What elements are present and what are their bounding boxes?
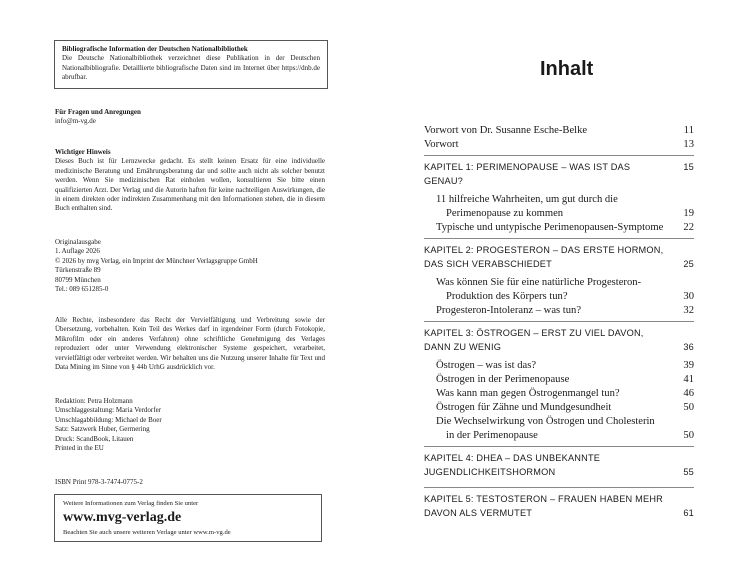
questions-block <box>55 108 325 127</box>
chapter-title-line: KAPITEL 3: ÖSTROGEN – ERST ZU VIEL DAVON, <box>424 328 644 338</box>
toc-chapter-1[interactable] <box>424 160 694 188</box>
toc-page-number: 50 <box>683 430 694 441</box>
toc-page-number: 61 <box>683 508 694 518</box>
table-of-contents <box>424 124 694 520</box>
biblio-title: Bibliografische Information der Deutschen Nationalbibliothek <box>62 45 248 53</box>
toc-entry-foreword[interactable] <box>424 138 694 152</box>
toc-entry-oestrogenmangel[interactable] <box>424 387 694 401</box>
toc-entry-oestrogen-was[interactable] <box>424 359 694 373</box>
toc-entry-cholesterin[interactable] <box>424 415 694 443</box>
credits-block <box>55 397 325 453</box>
divider <box>424 155 694 156</box>
chapter-title-line: JUGENDLICHKEITSHORMON <box>424 467 556 477</box>
toc-entry-label: Was kann man gegen Östrogenmangel tun? <box>436 388 620 399</box>
toc-entry-symptome[interactable] <box>424 221 694 235</box>
toc-page-number: 46 <box>683 388 694 399</box>
toc-page-number: 50 <box>683 402 694 413</box>
toc-chapter-3[interactable] <box>424 326 694 354</box>
chapter-title-line: DAS SICH VERABSCHIEDET <box>424 259 552 269</box>
edition-line: Türkenstraße 89 <box>55 266 101 275</box>
toc-page-number: 11 <box>683 125 694 136</box>
rights-block <box>55 316 325 372</box>
toc-entry-label: Progesteron-Intoleranz – was tun? <box>436 305 582 316</box>
contents-heading: Inhalt <box>540 58 594 80</box>
chapter-title-line: DAVON ALS VERMUTET <box>424 508 533 518</box>
toc-chapter-5[interactable] <box>424 492 694 520</box>
toc-page-number: 41 <box>683 374 694 385</box>
toc-entry-line: Produktion des Körpers tun? <box>446 291 568 302</box>
toc-entry-line: Die Wechselwirkung von Östrogen und Cholesterin <box>436 416 655 427</box>
toc-entry-foreword-esche-belke[interactable] <box>424 124 694 138</box>
toc-entry-label: Vorwort von Dr. Susanne Esche-Belke <box>424 125 588 136</box>
isbn-block <box>55 478 325 487</box>
rights-text: Alle Rechte, insbesondere das Recht der Vervielfältigung und Verbreitung sowie der Übersetzung, vorbehalten. Kein Teil des Werkes darf in irgendeiner Form (durch Fotokopie, Mikrofilm oder ein anderes Verfahren) ohne schriftliche Genehmigung des Verlages reproduziert oder unter Verwendung elektronischer Systeme gespeichert, verarbeitet, vervielfältigt oder verbreitet werden. Wir behalten uns die Nutzung unserer Inhalte für Text und Data Mining im Sinne von § 44b UrhG ausdrücklich vor. <box>55 316 325 372</box>
toc-page-number: 32 <box>683 305 694 316</box>
edition-line: Tel.: 089 651285-0 <box>55 285 109 294</box>
edition-block <box>55 238 325 294</box>
chapter-title <box>424 326 666 354</box>
chapter-title <box>424 243 666 271</box>
toc-entry-label: Östrogen für Zähne und Mundgesundheit <box>436 402 612 413</box>
chapter-title: KAPITEL 1: PERIMENOPAUSE – WAS IST DAS GENAU? <box>424 162 631 186</box>
bibliographic-info-box <box>54 40 328 89</box>
web-box-top-line: Weitere Informationen zum Verlag finden Sie unter <box>63 500 199 507</box>
isbn: ISBN Print 978-3-7474-0775-2 <box>55 478 143 486</box>
chapter-title-line: KAPITEL 4: DHEA – DAS UNBEKANNTE <box>424 453 601 463</box>
notice-block <box>55 148 325 214</box>
credit-line: Redaktion: Petra Holzmann <box>55 397 133 405</box>
toc-entry-oestrogen-perimenopause[interactable] <box>424 373 694 387</box>
toc-page-number: 36 <box>683 342 694 352</box>
toc-entry-label <box>424 193 666 221</box>
questions-title: Für Fragen und Anregungen <box>55 108 141 116</box>
questions-email: info@m-vg.de <box>55 117 96 126</box>
chapter-title-line: KAPITEL 5: TESTOSTERON – FRAUEN HABEN MEHR <box>424 494 663 504</box>
notice-title: Wichtiger Hinweis <box>55 148 111 156</box>
credit-line: Umschlagabbildung: Michael de Boer <box>55 415 162 424</box>
toc-page-number: 22 <box>683 222 694 233</box>
toc-page-number: 19 <box>683 208 694 219</box>
toc-entry-line: Perimenopause zu kommen <box>446 208 564 219</box>
toc-entry-line: Was können Sie für eine natürliche Progesteron- <box>436 277 642 288</box>
chapter-title-line: KAPITEL 2: PROGESTERON – DAS ERSTE HORMON, <box>424 245 664 255</box>
publisher-url[interactable]: www.mvg-verlag.de <box>63 510 182 525</box>
toc-page-number: 25 <box>683 259 694 269</box>
edition-line: Originalausgabe <box>55 238 101 246</box>
toc-page-number: 15 <box>683 162 694 172</box>
edition-line: 80799 München <box>55 275 101 284</box>
toc-entry-label: Östrogen in der Perimenopause <box>436 374 570 385</box>
notice-text: Dieses Buch ist für Lernzwecke gedacht. Es stellt keinen Ersatz für eine individuelle medizinische Beratung und Ernährungsberatung dar und sollte auch nicht als solcher benutzt werden. Wenn Sie medizinischen Rat einholen wollen, konsultieren Sie bitte einen qualifizierten Arzt. Der Verlag und die Autorin haften für keine nachteiligen Auswirkungen, die in einem direkten oder indirekten Zusammenhang mit den Informationen stehen, die in diesem Buch enthalten sind. <box>55 157 325 213</box>
edition-line: © 2026 by mvg Verlag, ein Imprint der Münchner Verlagsgruppe GmbH <box>55 256 258 265</box>
toc-entry-label: Östrogen – was ist das? <box>436 360 537 371</box>
divider <box>424 446 694 447</box>
toc-entry-zaehne[interactable] <box>424 401 694 415</box>
chapter-title <box>424 492 666 520</box>
toc-page-number: 13 <box>683 139 694 150</box>
biblio-text: Die Deutsche Nationalbibliothek verzeichnet diese Publikation in der Deutschen Nationalbibliografie. Detaillierte bibliografische Daten sind im Internet über https://dnb.de abrufbar. <box>62 54 320 82</box>
credit-line: Satz: Satzwerk Huber, Germering <box>55 425 150 434</box>
chapter-title-line: DANN ZU WENIG <box>424 342 502 352</box>
toc-entry-label <box>424 276 666 304</box>
divider <box>424 321 694 322</box>
credit-line: Printed in the EU <box>55 444 104 453</box>
credit-line: Umschlaggestaltung: Maria Verdorfer <box>55 406 162 415</box>
toc-entry-line: in der Perimenopause <box>446 430 538 441</box>
toc-page-number: 55 <box>683 467 694 477</box>
web-box-bottom-line: Beachten Sie auch unsere weiteren Verlage unter www.m-vg.de <box>63 529 231 536</box>
toc-entry-wahrheiten[interactable] <box>424 193 694 221</box>
credit-line: Druck: ScandBook, Litauen <box>55 434 134 443</box>
toc-entry-progesteron-intoleranz[interactable] <box>424 304 694 318</box>
toc-entry-label: Vorwort <box>424 139 459 150</box>
toc-chapter-4[interactable] <box>424 451 694 479</box>
toc-entry-label <box>424 415 666 443</box>
divider <box>424 238 694 239</box>
chapter-title <box>424 451 666 479</box>
publisher-web-box <box>54 494 322 542</box>
toc-page-number: 39 <box>683 360 694 371</box>
toc-entry-label: Typische und untypische Perimenopausen-Symptome <box>436 222 664 233</box>
toc-entry-line: 11 hilfreiche Wahrheiten, um gut durch die <box>436 194 618 205</box>
toc-page-number: 30 <box>683 291 694 302</box>
edition-line: 1. Auflage 2026 <box>55 247 100 256</box>
toc-chapter-2[interactable] <box>424 243 694 271</box>
toc-entry-progesteron-produktion[interactable] <box>424 276 694 304</box>
divider <box>424 487 694 488</box>
